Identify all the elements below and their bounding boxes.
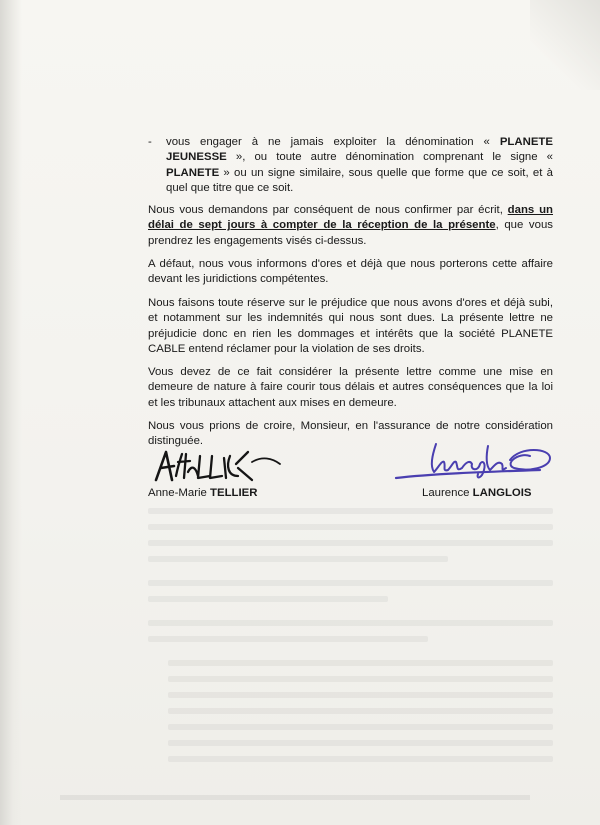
show-through-line <box>168 708 553 714</box>
show-through-line <box>148 596 388 602</box>
show-through-line <box>148 620 553 626</box>
bullet-text-part-3: » ou un signe similaire, sous quelle que forme que ce soit, et à quel que titre que ce soit. <box>166 166 553 195</box>
signature-left-last-name: TELLIER <box>210 487 258 499</box>
signature-name-langlois <box>422 487 532 499</box>
show-through-line <box>148 508 553 514</box>
show-through-line <box>148 580 553 586</box>
paragraph-mise-en-demeure: Vous devez de ce fait considérer la présente lettre comme une mise en demeure de nature à faire courir tous délais et autres conséquences que la loi et les tribunaux attachent aux mises en demeure. <box>148 366 553 409</box>
signature-name-tellier <box>148 487 258 499</box>
show-through-line <box>168 724 553 730</box>
signature-right-first-name: Laurence <box>422 487 473 499</box>
signature-right-last-name: LANGLOIS <box>472 487 532 499</box>
show-through-line <box>148 636 428 642</box>
bullet-dash: - <box>148 136 152 148</box>
bullet-text-part-2: », ou toute autre dénomination comprenant le signe « <box>226 151 553 164</box>
page-corner-shadow <box>530 0 600 90</box>
paragraph-1-underlined-deadline: dans un délai de sept jours à compter de la réception de la présente <box>148 204 553 232</box>
paragraph-1-part-1: Nous vous demandons par conséquent de nous confirmer par écrit, <box>148 204 508 216</box>
show-through-line <box>148 524 553 530</box>
paragraph-jurisdiction: A défaut, nous vous informons d'ores et déjà que nous porterons cette affaire devant les juridictions compétentes. <box>148 258 553 286</box>
show-through-line <box>148 540 553 546</box>
show-through-line <box>168 692 553 698</box>
show-through-line <box>168 740 553 746</box>
paragraph-reservation: Nous faisons toute réserve sur le préjudice que nous avons d'ores et déjà subi, et notamment sur les indemnités qui nous sont dues. La présente lettre ne préjudicie donc en rien les dommages et intérêts que la société PLANETE CABLE entend réclamer pour la violation de ses droits. <box>148 297 553 356</box>
page-fold-shadow <box>0 0 22 825</box>
bullet-bold-planete-jeunesse: PLANETE JEUNESSE <box>166 136 553 164</box>
show-through-footer <box>60 795 530 800</box>
show-through-line <box>168 676 553 682</box>
signature-langlois-drawing <box>390 438 562 486</box>
paragraph-confirmation <box>148 203 553 249</box>
show-through-line <box>168 660 553 666</box>
bullet-text-part-1: vous engager à ne jamais exploiter la dénomination « <box>166 136 500 148</box>
show-through-line <box>168 756 553 762</box>
paragraph-closing: Nous vous prions de croire, Monsieur, en l'assurance de notre considération distinguée. <box>148 420 553 448</box>
paragraph-1-part-2: , que vous prendrez les engagements visés ci-dessus. <box>148 219 553 247</box>
signature-tellier-drawing <box>152 446 288 486</box>
signature-left-first-name: Anne-Marie <box>148 487 211 499</box>
bullet-bold-planete: PLANETE <box>166 166 220 179</box>
bullet-text <box>166 135 553 197</box>
show-through-line <box>148 556 448 562</box>
